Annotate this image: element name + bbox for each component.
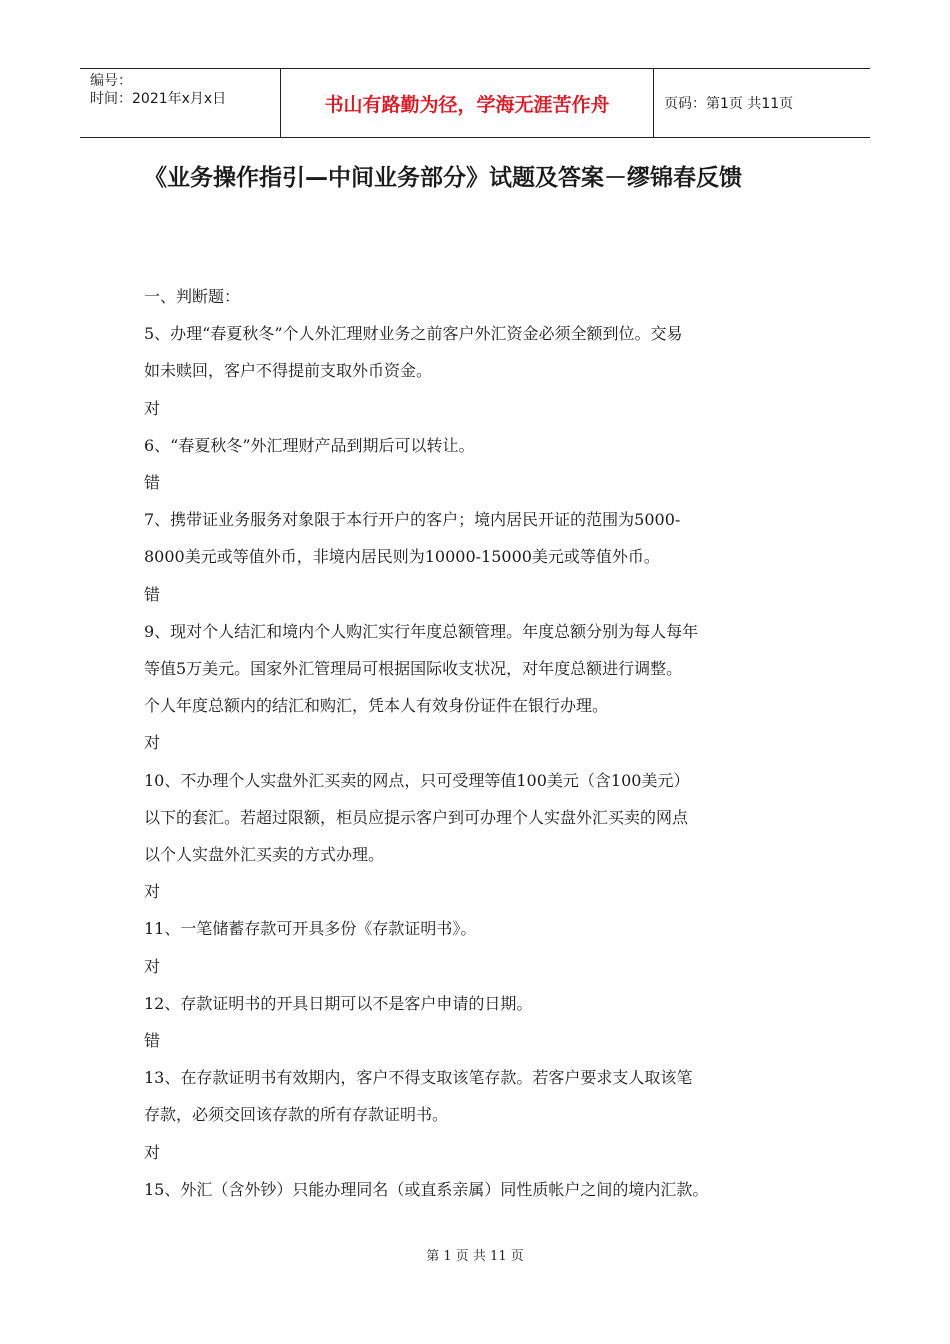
answer-line: 对 [144,398,161,418]
question-line: 个人年度总额内的结汇和购汇，凭本人有效身份证件在银行办理。 [144,696,609,716]
question-line: 5、办理“春夏秋冬”个人外汇理财业务之前客户外汇资金必须全额到位。交易 [144,324,683,344]
question-line: 6、“春夏秋冬”外汇理财产品到期后可以转让。 [144,435,475,455]
question-line: 以个人实盘外汇买卖的方式办理。 [144,845,385,865]
question-line: 8000美元或等值外币，非境内居民则为10000-15000美元或等值外币。 [144,547,660,567]
question-line: 12、存款证明书的开具日期可以不是客户申请的日期。 [144,993,533,1013]
answer-line: 错 [144,473,161,493]
question-line: 7、携带证业务服务对象限于本行开户的客户；境内居民开证的范围为5000- [144,510,681,530]
answer-line: 对 [144,956,161,976]
document-number-label: 编号： [90,73,132,89]
question-line: 存款，必须交回该存款的所有存款证明书。 [144,1105,449,1125]
page-footer: 第 1 页 共 11 页 [426,1249,524,1264]
question-line: 10、不办理个人实盘外汇买卖的网点，只可受理等值100美元（含100美元） [144,770,690,790]
question-line: 以下的套汇。若超过限额，柜员应提示客户到可办理个人实盘外汇买卖的网点 [144,807,689,827]
document-time-label: 时间：2021年x月x日 [90,91,227,107]
document-body [144,278,816,1208]
answer-line: 错 [144,584,161,604]
header-meta [80,69,281,137]
answer-line: 错 [144,1031,161,1051]
question-line: 如未赎回，客户不得提前支取外币资金。 [144,361,433,381]
header-motto: 书山有路勤为径，学海无涯苦作舟 [281,69,654,137]
question-line: 等值5万美元。国家外汇管理局可根据国际收支状况，对年度总额进行调整。 [144,659,683,679]
answer-line: 对 [144,1142,161,1162]
answer-line: 对 [144,882,161,902]
answer-line: 对 [144,733,161,753]
section-heading: 一、判断题： [144,287,241,306]
question-line: 11、一笔储蓄存款可开具多份《存款证明书》。 [144,919,477,939]
header-page-code: 页码：第1页 共11页 [664,96,794,112]
document-title: 《业务操作指引—中间业务部分》试题及答案－缪锦春反馈 [144,165,742,191]
question-line: 13、在存款证明书有效期内，客户不得支取该笔存款。若客户要求支人取该笔 [144,1068,693,1088]
question-line: 9、现对个人结汇和境内个人购汇实行年度总额管理。年度总额分别为每人每年 [144,621,699,641]
question-line: 15、外汇（含外钞）只能办理同名（或直系亲属）同性质帐户之间的境内汇款。 [144,1179,709,1199]
page-header [80,68,870,138]
